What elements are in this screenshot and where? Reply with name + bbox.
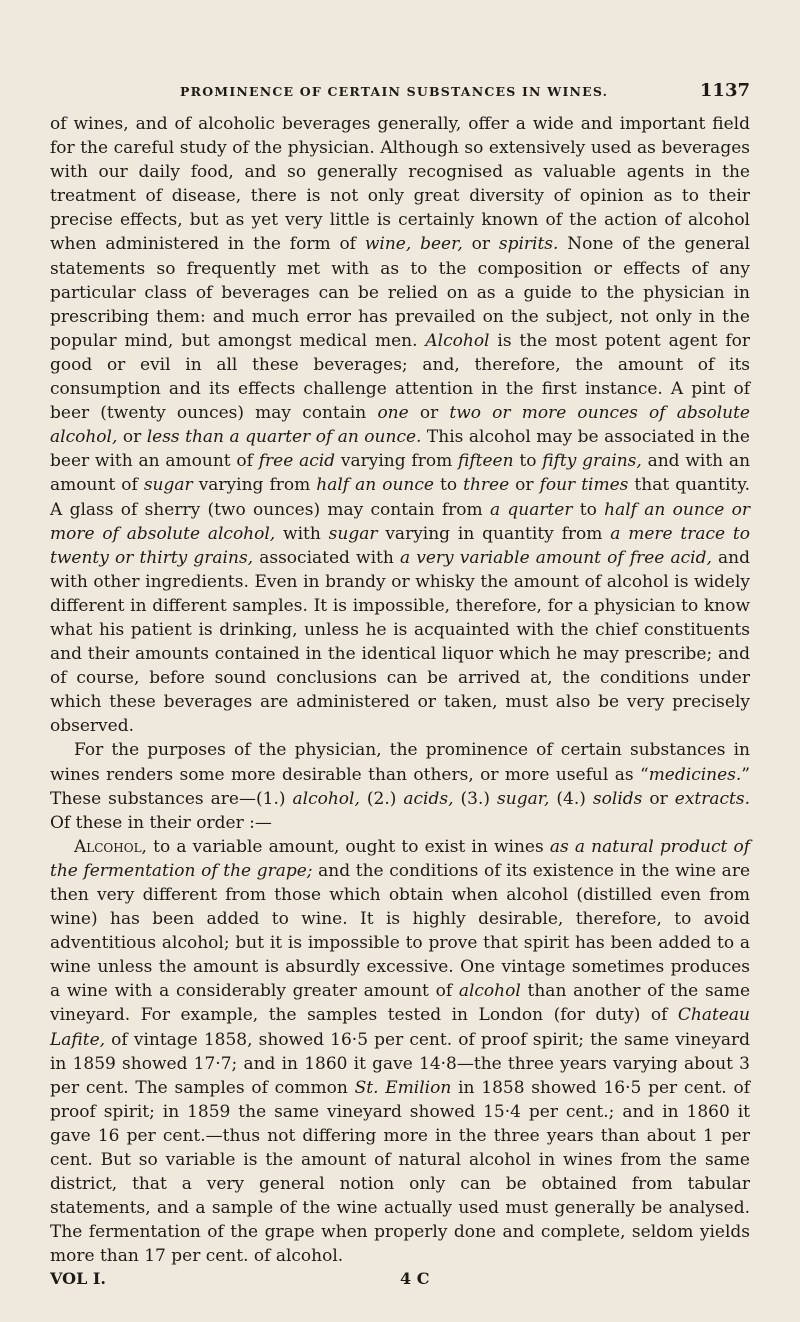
italic-run: a very variable amount of free acid,: [399, 547, 712, 568]
text-run: (4.): [549, 788, 593, 809]
text-run: to a variable amount, ought to exist in wines: [146, 836, 550, 857]
text-run: that quantity. A glass of sherry (two ounces) may contain from: [50, 475, 750, 520]
text-run: varying from: [192, 475, 317, 496]
text-run: and with an amount of: [50, 451, 751, 496]
page-number: 1137: [699, 80, 750, 101]
running-head: [180, 80, 750, 101]
text-run: or: [408, 403, 450, 424]
small-caps-run: Alcohol,: [74, 836, 147, 857]
italic-run: sugar: [143, 475, 193, 496]
italic-run: acids,: [403, 788, 454, 809]
italic-run: half an ounce or more of absolute alcohol,: [50, 499, 751, 544]
italic-run: as a natural product of the fermentation of the grape;: [50, 836, 750, 881]
italic-run: fifty grains,: [542, 451, 642, 472]
text-run: with: [275, 523, 329, 544]
text-run: to: [513, 451, 543, 472]
italic-run: a mere trace to twenty or thirty grains,: [50, 523, 750, 568]
italic-run: sugar,: [497, 788, 550, 809]
running-title: PROMINENCE OF CERTAIN SUBSTANCES IN WINES.: [180, 84, 609, 99]
italic-run: Chateau Lafite,: [50, 1005, 750, 1050]
paragraph-2: [50, 738, 750, 834]
signature-mark: 4 C: [400, 1268, 430, 1288]
text-run: (3.): [453, 788, 498, 809]
italic-run: fifteen: [458, 451, 514, 472]
italic-run: four times: [539, 475, 629, 496]
text-run: or: [462, 234, 499, 255]
text-run: is the most potent agent for good or evil in all these beverages; and, therefore, the amount of its consumption and its effects challenge attention in the first instance. A pint of beer (twenty ounces) may contain: [50, 330, 751, 424]
volume-mark: VOL I.: [50, 1268, 106, 1288]
text-run: varying in quantity from: [377, 523, 611, 544]
text-run: and the conditions of its existence in the wine are then very different from those which obtain when alcohol (distilled even from wine) has been added to wine. It is highly desirable, therefore, to avoid adventitious alcohol; but it is impossible to prove that spirit has been added to a wine unless the amount is absurdly excessive. One vintage sometimes produces a wine with a considerably greater amount of: [50, 860, 751, 1002]
text-run: of vintage 1858, showed 16·5 per cent. of proof spirit; the same vineyard in 1859 showed 17·7; and in 1860 it gave 14·8—the three years varying about 3 per cent. The samples of common: [50, 1029, 750, 1098]
text-run: This alcohol may be associated in the beer with an amount of: [50, 427, 750, 472]
text-run: to: [433, 475, 464, 496]
text-run: (2.): [359, 788, 404, 809]
paragraph-3: [50, 835, 750, 1269]
text-run: For the purposes of the physician, the prominence of certain substances in wines renders some more desirable than others, or more useful as “: [50, 740, 750, 785]
text-run: in 1858 showed 16·5 per cent. of proof spirit; in 1859 the same vineyard showed 15·4 per cent.; and in 1860 it gave 16 per cent.—thus not differing more in the three years than about 1 per cent. But so variable is the amount of natural alcohol in wines from the same district, that a very general notion only can be obtained from tabular statements, and a sample of the wine actually used must generally be analysed. The fermentation of the grape when properly done and complete, seldom yields more than 17 per cent. of alcohol.: [50, 1077, 750, 1267]
text-run: Of these in their order :—: [50, 812, 272, 833]
italic-run: less than a quarter of an ounce.: [146, 427, 422, 448]
italic-run: three: [463, 475, 510, 496]
italic-run: alcohol: [458, 981, 521, 1002]
text-run: None of the general statements so frequently met with as to the composition or effects of any particular class of beverages can be relied on as a guide to the physician in prescribing them: and much error has prevailed on the subject, not only in the popular mind, but amongst medical men.: [50, 234, 750, 351]
page-footer: [50, 1269, 750, 1288]
italic-run: alcohol,: [292, 788, 360, 809]
italic-run: extracts.: [674, 788, 751, 809]
italic-run: wine, beer,: [364, 234, 463, 255]
text-run: and with other ingredients. Even in brandy or whisky the amount of alcohol is widely different in different samples. It is impossible, therefore, for a physician to know what his patient is drinking, unless he is acquainted with the chief constituents and their amounts contained in the identical liquor which he may prescribe; and of course, before sound conclusions can be arrived at, the conditions under which these beverages are administered or taken, must also be very precisely observed.: [50, 547, 751, 737]
text-run: or: [509, 475, 540, 496]
italic-run: one: [377, 403, 409, 424]
text-run: varying from: [335, 451, 459, 472]
body-text: [50, 112, 750, 1269]
text-run: to: [572, 499, 605, 520]
text-run: than another of the same vineyard. For example, the samples tested in London (for duty) of: [50, 981, 751, 1026]
italic-run: two or more ounces of absolute alcohol,: [50, 403, 750, 448]
text-run: ” These substances are—(1.): [50, 764, 750, 809]
italic-run: medicines.: [648, 764, 742, 785]
paragraph-1: [50, 112, 750, 738]
italic-run: half an ounce: [316, 475, 434, 496]
text-run: associated with: [253, 547, 400, 568]
italic-run: Alcohol: [425, 330, 490, 351]
italic-run: spirits.: [498, 234, 559, 255]
italic-run: a quarter: [489, 499, 573, 520]
text-run: of wines, and of alcoholic beverages generally, offer a wide and important field for the careful study of the physician. Although so extensively used as beverages with our daily food, and so generally recognised as valuable agents in the treatment of disease, there is not only great diversity of opinion as to their precise effects, but as yet very little is certainly known of the action of alcohol when administered in the form of: [50, 114, 750, 255]
text-run: or: [117, 427, 147, 448]
italic-run: sugar: [328, 523, 378, 544]
italic-run: solids: [592, 788, 643, 809]
italic-run: free acid: [258, 451, 336, 472]
italic-run: St. Emilion: [354, 1077, 452, 1098]
text-run: or: [642, 788, 675, 809]
